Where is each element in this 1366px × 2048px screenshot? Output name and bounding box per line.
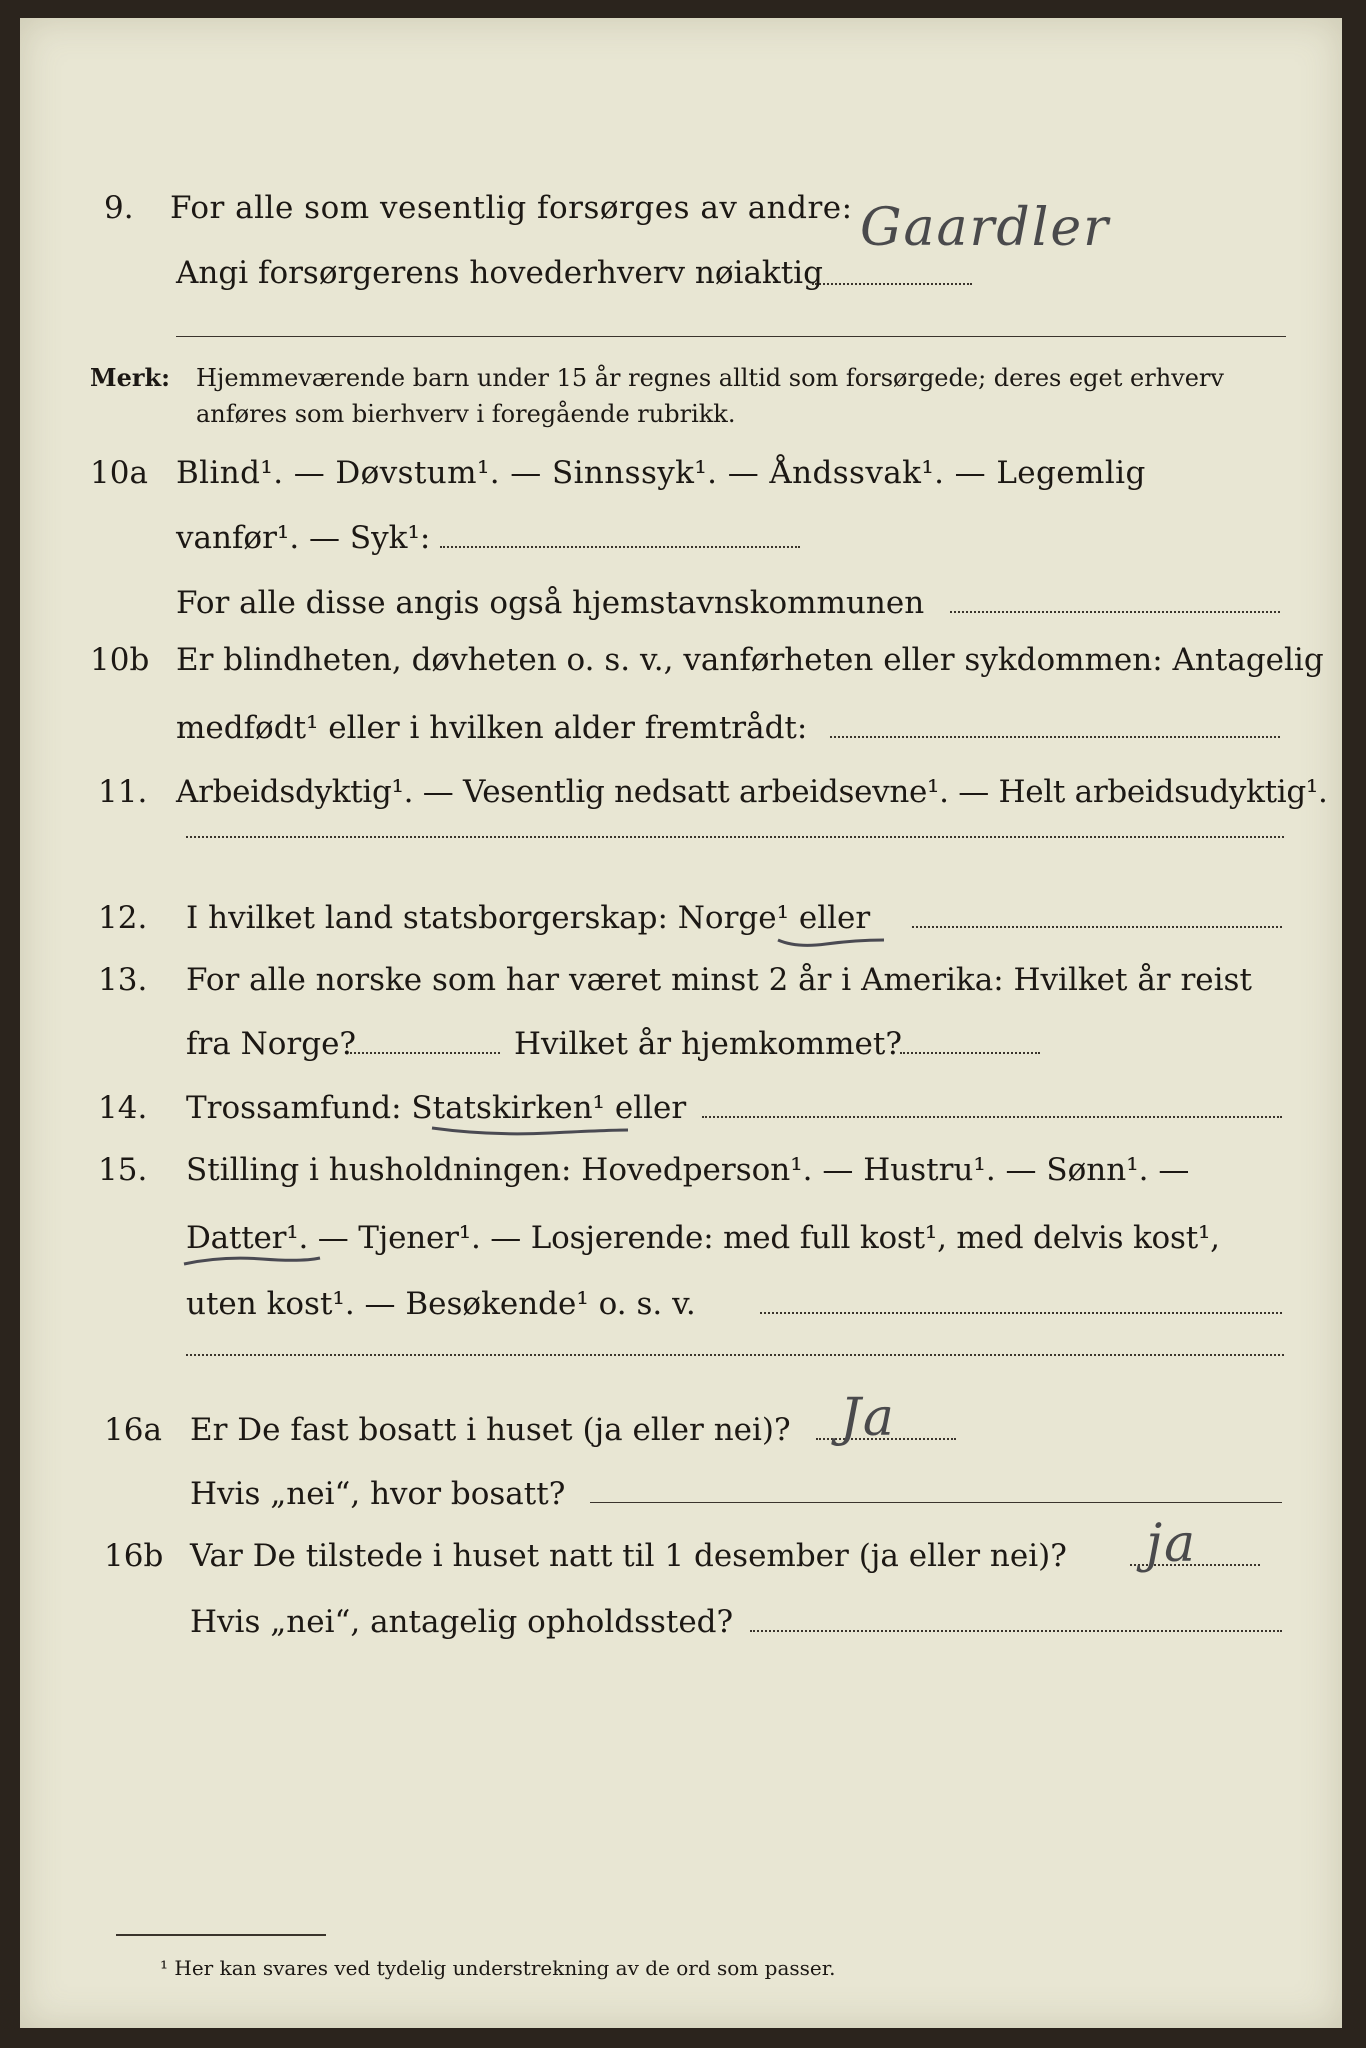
q10b-answer-line[interactable] bbox=[830, 736, 1280, 738]
q10a-options-2: vanfør¹. — Syk¹: bbox=[176, 520, 431, 556]
q10b-number: 10b bbox=[90, 642, 150, 678]
q10a-hjemstavn-prompt: For alle disse angis også hjemstavnskommunen bbox=[176, 585, 925, 621]
q9-number: 9. bbox=[104, 190, 134, 226]
q11-answer-line[interactable] bbox=[186, 836, 1284, 838]
q14-number: 14. bbox=[98, 1090, 148, 1126]
q15-number: 15. bbox=[98, 1152, 148, 1188]
q16a-bosatt-prompt: Hvis „nei“, hvor bosatt? bbox=[190, 1476, 566, 1512]
q9-row-1 bbox=[20, 178, 1342, 238]
q10b-row-1 bbox=[20, 630, 1342, 690]
census-form-page bbox=[20, 18, 1342, 2028]
q10a-options: Blind¹. — Døvstum¹. — Sinnssyk¹. — Åndssvak¹. — Legemlig bbox=[176, 455, 1146, 491]
q16b-opholdssted-line[interactable] bbox=[750, 1630, 1282, 1632]
q10a-row-3 bbox=[20, 573, 1342, 633]
q15-options-2: Datter¹. — Tjener¹. — Losjerende: med full kost¹, med delvis kost¹, bbox=[186, 1220, 1220, 1256]
q15-extra-line[interactable] bbox=[186, 1354, 1284, 1356]
q10a-hjemstavn-line[interactable] bbox=[950, 611, 1280, 613]
footnote: ¹ Her kan svares ved tydelig understrekning av de ord som passer. bbox=[160, 1956, 836, 1980]
q15-options-1: Stilling i husholdningen: Hovedperson¹. — Hustru¹. — Sønn¹. — bbox=[186, 1152, 1190, 1188]
q9-extra-line[interactable] bbox=[176, 336, 1286, 337]
q16a-row-1 bbox=[20, 1400, 1342, 1460]
q13-reist-line[interactable] bbox=[350, 1052, 500, 1054]
statskirken-underline bbox=[430, 1124, 630, 1134]
q9-handwritten-answer: Gaardler bbox=[860, 198, 1110, 258]
q16a-bosatt-line[interactable] bbox=[590, 1502, 1282, 1503]
q15-row-1 bbox=[20, 1140, 1342, 1200]
q16b-row-2 bbox=[20, 1592, 1342, 1652]
q10b-question-2: medfødt¹ eller i hvilken alder fremtrådt: bbox=[176, 710, 808, 746]
q14-answer-line[interactable] bbox=[702, 1116, 1282, 1118]
q15-options-3: uten kost¹. — Besøkende¹ o. s. v. bbox=[186, 1286, 696, 1322]
q12-answer-line[interactable] bbox=[912, 926, 1282, 928]
q10a-row-2 bbox=[20, 508, 1342, 568]
q9-answer-line[interactable] bbox=[812, 283, 972, 285]
q16b-row-1 bbox=[20, 1526, 1342, 1586]
q10a-syk-line[interactable] bbox=[440, 546, 800, 548]
q16a-handwritten-answer: Ja bbox=[840, 1388, 896, 1448]
q13-question: For alle norske som har været minst 2 år i Amerika: Hvilket år reist bbox=[186, 962, 1252, 998]
q16b-opholdssted-prompt: Hvis „nei“, antagelig opholdssted? bbox=[190, 1604, 734, 1640]
q11-options: Arbeidsdyktig¹. — Vesentlig nedsatt arbeidsevne¹. — Helt arbeidsudyktig¹. bbox=[176, 774, 1328, 810]
q16a-row-2 bbox=[20, 1464, 1342, 1524]
q16b-handwritten-answer: ja bbox=[1146, 1514, 1198, 1574]
q12-number: 12. bbox=[98, 900, 148, 936]
q9-prompt: Angi forsørgerens hovederhverv nøiaktig bbox=[176, 255, 823, 291]
q12-row-1 bbox=[20, 888, 1342, 948]
q15-answer-line[interactable] bbox=[760, 1312, 1282, 1314]
q15-row-3 bbox=[20, 1274, 1342, 1334]
q13-hjemkommet-prompt: Hvilket år hjemkommet? bbox=[514, 1026, 902, 1062]
q16b-question: Var De tilstede i huset natt til 1 desember (ja eller nei)? bbox=[190, 1538, 1067, 1574]
q9-question: For alle som vesentlig forsørges av andre: bbox=[170, 190, 853, 226]
q14-question: Trossamfund: Statskirken¹ eller bbox=[186, 1090, 687, 1126]
q13-hjemkommet-line[interactable] bbox=[900, 1052, 1040, 1054]
merk-label: Merk: bbox=[90, 363, 170, 392]
q16b-number: 16b bbox=[104, 1538, 164, 1574]
q10a-number: 10a bbox=[90, 455, 148, 491]
q10b-question: Er blindheten, døvheten o. s. v., vanførheten eller sykdommen: Antagelig bbox=[176, 642, 1324, 678]
q10b-row-2 bbox=[20, 698, 1342, 758]
q13-number: 13. bbox=[98, 962, 148, 998]
q10a-row-1 bbox=[20, 443, 1342, 503]
merk-note-2: anføres som bierhverv i foregående rubrikk. bbox=[196, 400, 736, 428]
q13-row-2 bbox=[20, 1014, 1342, 1074]
merk-note-1: Hjemmeværende barn under 15 år regnes alltid som forsørgede; deres eget erhverv bbox=[196, 364, 1224, 392]
footnote-rule bbox=[116, 1934, 326, 1936]
q13-row-1 bbox=[20, 950, 1342, 1010]
q9-row-2 bbox=[20, 243, 1342, 303]
q16a-question: Er De fast bosatt i huset (ja eller nei)? bbox=[190, 1412, 791, 1448]
q12-question: I hvilket land statsborgerskap: Norge¹ eller bbox=[186, 900, 871, 936]
q11-number: 11. bbox=[98, 774, 148, 810]
q14-row-1 bbox=[20, 1078, 1342, 1138]
datter-underline bbox=[182, 1254, 322, 1264]
q11-row-1 bbox=[20, 762, 1342, 822]
q16a-number: 16a bbox=[104, 1412, 162, 1448]
q13-reist-prompt: fra Norge? bbox=[186, 1026, 357, 1062]
norge-underline bbox=[776, 934, 886, 944]
